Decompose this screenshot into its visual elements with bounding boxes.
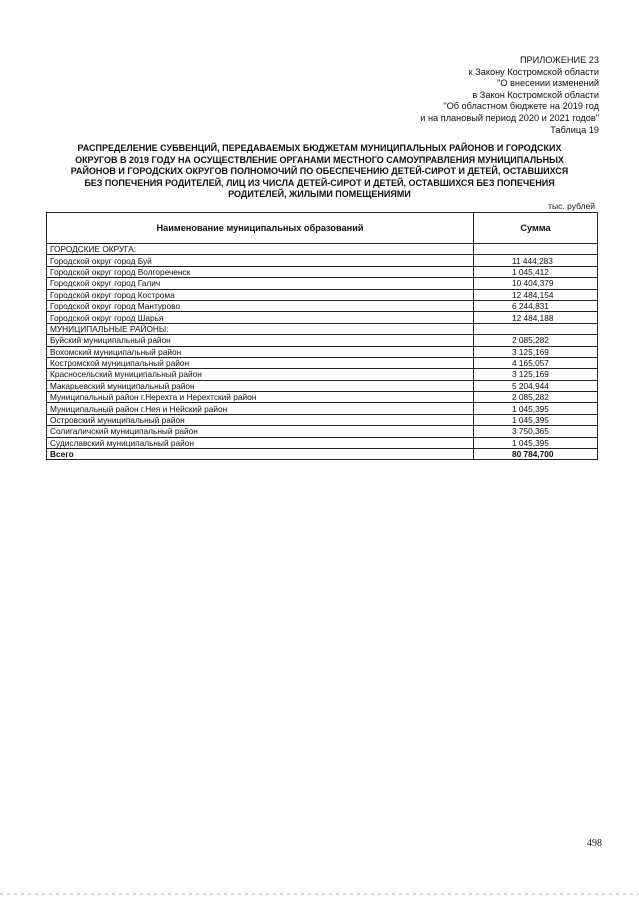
header-line: и на плановый период 2020 и 2021 годов" — [420, 112, 599, 123]
title-line: ОКРУГОВ В 2019 ГОДУ НА ОСУЩЕСТВЛЕНИЕ ОРГАНАМИ МЕСТНОГО САМОУПРАВЛЕНИЯ МУНИЦИПАЛЬНЫХ — [75, 154, 564, 165]
title-line: РАСПРЕДЕЛЕНИЕ СУБВЕНЦИЙ, ПЕРЕДАВАЕМЫХ БЮДЖЕТАМ МУНИЦИПАЛЬНЫХ РАЙОНОВ И ГОРОДСКИХ — [77, 143, 562, 153]
table-row — [47, 346, 598, 357]
table-row — [47, 255, 598, 266]
table-row — [47, 312, 598, 323]
units-label: тыс. рублей — [548, 201, 595, 211]
section-row-cities — [47, 244, 598, 255]
total-row — [47, 449, 598, 460]
row-name: Муниципальный район г.Нея и Нейский район — [47, 403, 474, 414]
row-name: Вохомский муниципальный район — [47, 346, 474, 357]
row-name: Городской округ город Волгореченск — [47, 266, 474, 277]
table-row — [47, 426, 598, 437]
row-sum: 11 444,283 — [474, 255, 598, 266]
section-sum-empty — [474, 244, 598, 255]
row-name: Макарьевский муниципальный район — [47, 380, 474, 391]
section-label: ГОРОДСКИЕ ОКРУГА: — [47, 244, 474, 255]
table-row — [47, 289, 598, 300]
section-row-districts — [47, 323, 598, 334]
title-line: БЕЗ ПОПЕЧЕНИЯ РОДИТЕЛЕЙ, ЛИЦ ИЗ ЧИСЛА ДЕТЕЙ-СИРОТ И ДЕТЕЙ, ОСТАВШИХСЯ БЕЗ ПОПЕЧЕНИЯ — [84, 177, 555, 188]
row-sum: 6 244,831 — [474, 300, 598, 311]
row-sum: 4 165,057 — [474, 357, 598, 368]
column-header-sum: Сумма — [474, 213, 598, 244]
title-line: РОДИТЕЛЕЙ, ЖИЛЫМИ ПОМЕЩЕНИЯМИ — [228, 189, 411, 200]
table-row — [47, 357, 598, 368]
row-name: Костромской муниципальный район — [47, 357, 474, 368]
subsidy-table — [46, 212, 598, 460]
row-sum: 1 045,395 — [474, 437, 598, 448]
row-name: Городской округ город Шарья — [47, 312, 474, 323]
row-sum: 5 204,944 — [474, 380, 598, 391]
row-name: Буйский муниципальный район — [47, 335, 474, 346]
table-row — [47, 278, 598, 289]
row-name: Городской округ город Буй — [47, 255, 474, 266]
appendix-header — [420, 55, 599, 136]
header-line: ПРИЛОЖЕНИЕ 23 — [519, 55, 599, 65]
row-sum: 1 045,412 — [474, 266, 598, 277]
row-name: Муниципальный район г.Нерехта и Нерехтский район — [47, 392, 474, 403]
row-sum: 3 125,169 — [474, 369, 598, 380]
total-sum: 80 784,700 — [474, 449, 598, 460]
row-sum: 1 045,395 — [474, 403, 598, 414]
table-row — [47, 266, 598, 277]
page-number: 498 — [587, 838, 602, 849]
row-name: Островский муниципальный район — [47, 414, 474, 425]
table-row — [47, 437, 598, 448]
table-row — [47, 300, 598, 311]
table-header-row — [47, 213, 598, 244]
total-label: Всего — [47, 449, 474, 460]
header-line: в Закон Костромской области — [472, 89, 599, 100]
row-name: Городской округ город Кострома — [47, 289, 474, 300]
section-label: МУНИЦИПАЛЬНЫЕ РАЙОНЫ: — [47, 323, 474, 334]
section-sum-empty — [474, 323, 598, 334]
row-sum: 12 484,188 — [474, 312, 598, 323]
header-line: Таблица 19 — [550, 124, 599, 135]
header-line: "О внесении изменений — [497, 78, 599, 89]
table-row — [47, 369, 598, 380]
row-name: Красносельский муниципальный район — [47, 369, 474, 380]
header-line: "Об областном бюджете на 2019 год — [443, 101, 599, 112]
row-name: Судиславский муниципальный район — [47, 437, 474, 448]
table-row — [47, 403, 598, 414]
header-line: к Закону Костромской области — [468, 66, 599, 77]
row-name: Городской округ город Мантурово — [47, 300, 474, 311]
row-sum: 12 484,154 — [474, 289, 598, 300]
column-header-name: Наименование муниципальных образований — [47, 213, 474, 244]
table-row — [47, 335, 598, 346]
row-sum: 1 045,395 — [474, 414, 598, 425]
row-sum: 10 404,379 — [474, 278, 598, 289]
table-row — [47, 392, 598, 403]
row-sum: 3 125,169 — [474, 346, 598, 357]
table-row — [47, 380, 598, 391]
title-line: РАЙОНОВ И ГОРОДСКИХ ОКРУГОВ ПОЛНОМОЧИЙ ПО ОБЕСПЕЧЕНИЮ ДЕТЕЙ-СИРОТ И ДЕТЕЙ, ОСТАВШИХСЯ — [70, 166, 569, 177]
row-sum: 2 085,282 — [474, 392, 598, 403]
row-sum: 3 750,365 — [474, 426, 598, 437]
row-name: Солигаличский муниципальный район — [47, 426, 474, 437]
document-title — [44, 143, 595, 201]
row-name: Городской округ город Галич — [47, 278, 474, 289]
scan-edge-artifact — [0, 893, 639, 895]
table-row — [47, 414, 598, 425]
row-sum: 2 085,282 — [474, 335, 598, 346]
